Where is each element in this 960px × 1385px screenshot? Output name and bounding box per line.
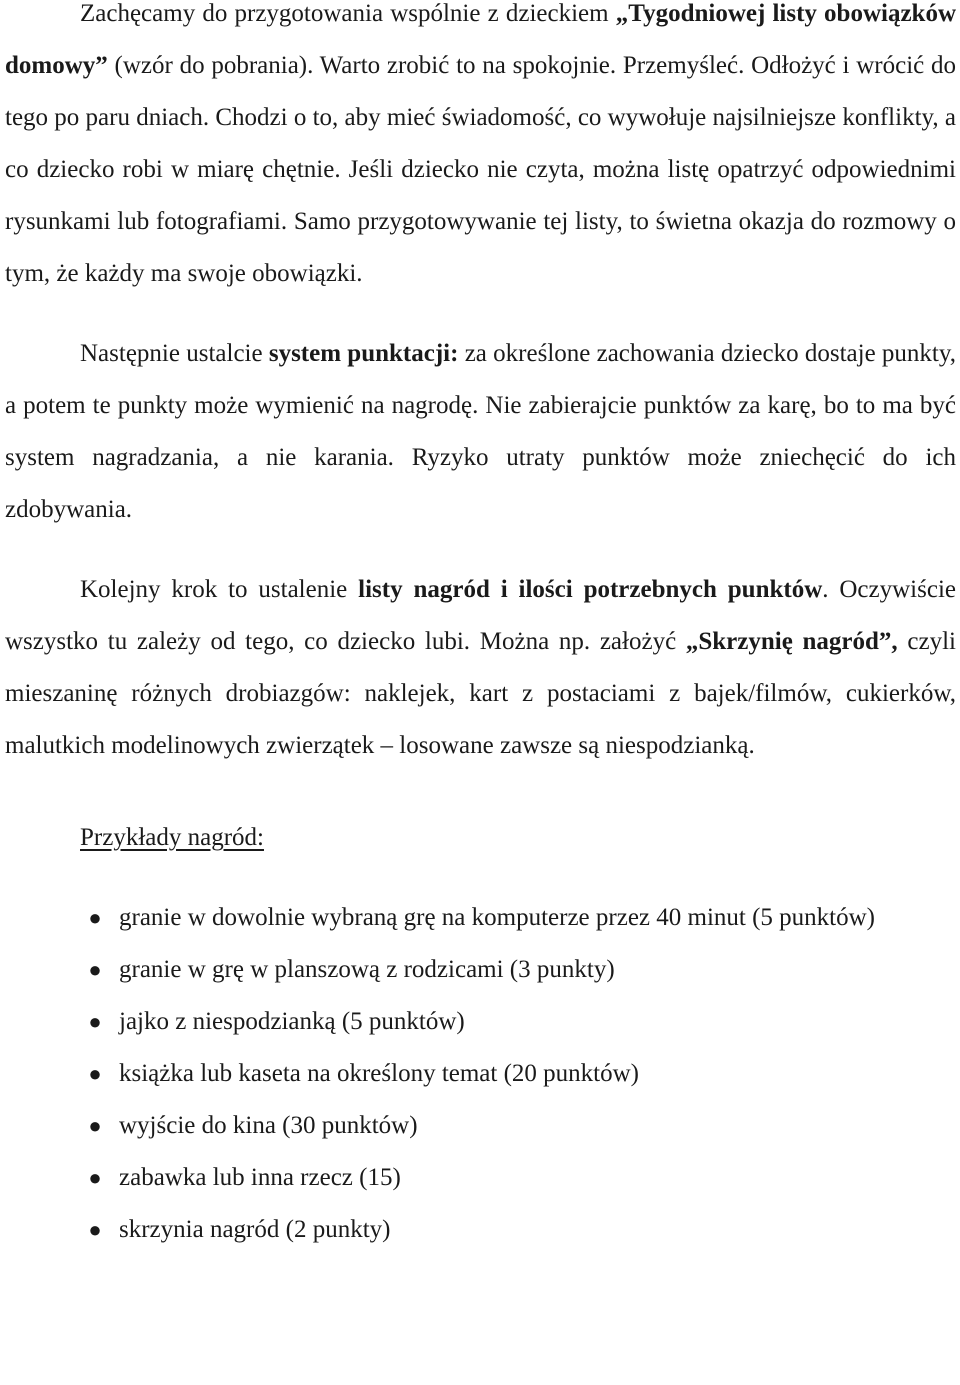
bullet-icon: ● [88, 1165, 102, 1190]
paragraph-chores-list [5, 0, 956, 300]
list-item [5, 1152, 956, 1204]
list-item [5, 1048, 956, 1100]
paragraph-text: Następnie ustalcie [80, 340, 269, 367]
list-item-text: wyjście do kina (30 punktów) [119, 1112, 418, 1139]
list-item [5, 996, 956, 1048]
paragraph-points-system [5, 328, 956, 536]
paragraph-rewards-list [5, 564, 956, 772]
bullet-icon: ● [88, 1009, 102, 1034]
paragraph-text: . Oczywiście wszystko tu zależy od tego, co dziecko lubi. Można np. założyć [5, 576, 956, 655]
list-item [5, 1100, 956, 1152]
bold-phrase-rewards-chest: „Skrzynię nagród”, [685, 628, 898, 655]
rewards-list [5, 892, 956, 1256]
paragraph-text: Kolejny krok to ustalenie [80, 576, 359, 603]
bullet-icon: ● [88, 1217, 102, 1242]
list-item [5, 1204, 956, 1256]
bullet-icon: ● [88, 1061, 102, 1086]
paragraph-text: czyli mieszaninę różnych drobiazgów: naklejek, kart z postaciami z bajek/filmów, cukierków, malutkich modelinowych zwierzątek – losowane zawsze są niespodzianką. [5, 628, 956, 759]
bold-phrase-chores-list: „Tygodniowej listy obowiązków domowy” [5, 0, 956, 79]
list-item-text: książka lub kaseta na określony temat (20 punktów) [119, 1060, 639, 1087]
bullet-icon: ● [88, 1113, 102, 1138]
list-item-text: zabawka lub inna rzecz (15) [119, 1164, 401, 1191]
bullet-icon: ● [88, 957, 102, 982]
paragraph-text: Zachęcamy do przygotowania wspólnie z dzieckiem [80, 0, 616, 27]
list-item-text: skrzynia nagród (2 punkty) [119, 1216, 391, 1243]
list-item-text: granie w grę w planszową z rodzicami (3 punkty) [119, 956, 615, 983]
rewards-heading: Przykłady nagród: [80, 824, 264, 851]
list-item [5, 944, 956, 996]
paragraph-text: za określone zachowania dziecko dostaje punkty, a potem te punkty może wymienić na nagrodę. Nie zabierajcie punktów za karę, bo to ma być system nagradzania, a nie karania. Ryzyko utraty punktów może zniechęcić do ich zdobywania. [5, 340, 956, 523]
paragraph-text: (wzór do pobrania). Warto zrobić to na spokojnie. Przemyśleć. Odłożyć i wrócić do tego po paru dniach. Chodzi o to, aby mieć świadomość, co wywołuje najsilniejsze konflikty, a co dziecko robi w miarę chętnie. Jeśli dziecko nie czyta, można listę opatrzyć odpowiednimi rysunkami lub fotografiami. Samo przygotowywanie tej listy, to świetna okazja do rozmowy o tym, że każdy ma swoje obowiązki. [5, 52, 956, 287]
bullet-icon: ● [88, 905, 102, 930]
bold-phrase-points-system: system punktacji: [268, 340, 459, 367]
list-item [5, 892, 956, 944]
bold-phrase-rewards-list: listy nagród i ilości potrzebnych punktów [358, 576, 823, 603]
list-item-text: granie w dowolnie wybraną grę na komputerze przez 40 minut (5 punktów) [119, 904, 876, 931]
list-item-text: jajko z niespodzianką (5 punktów) [119, 1008, 465, 1035]
